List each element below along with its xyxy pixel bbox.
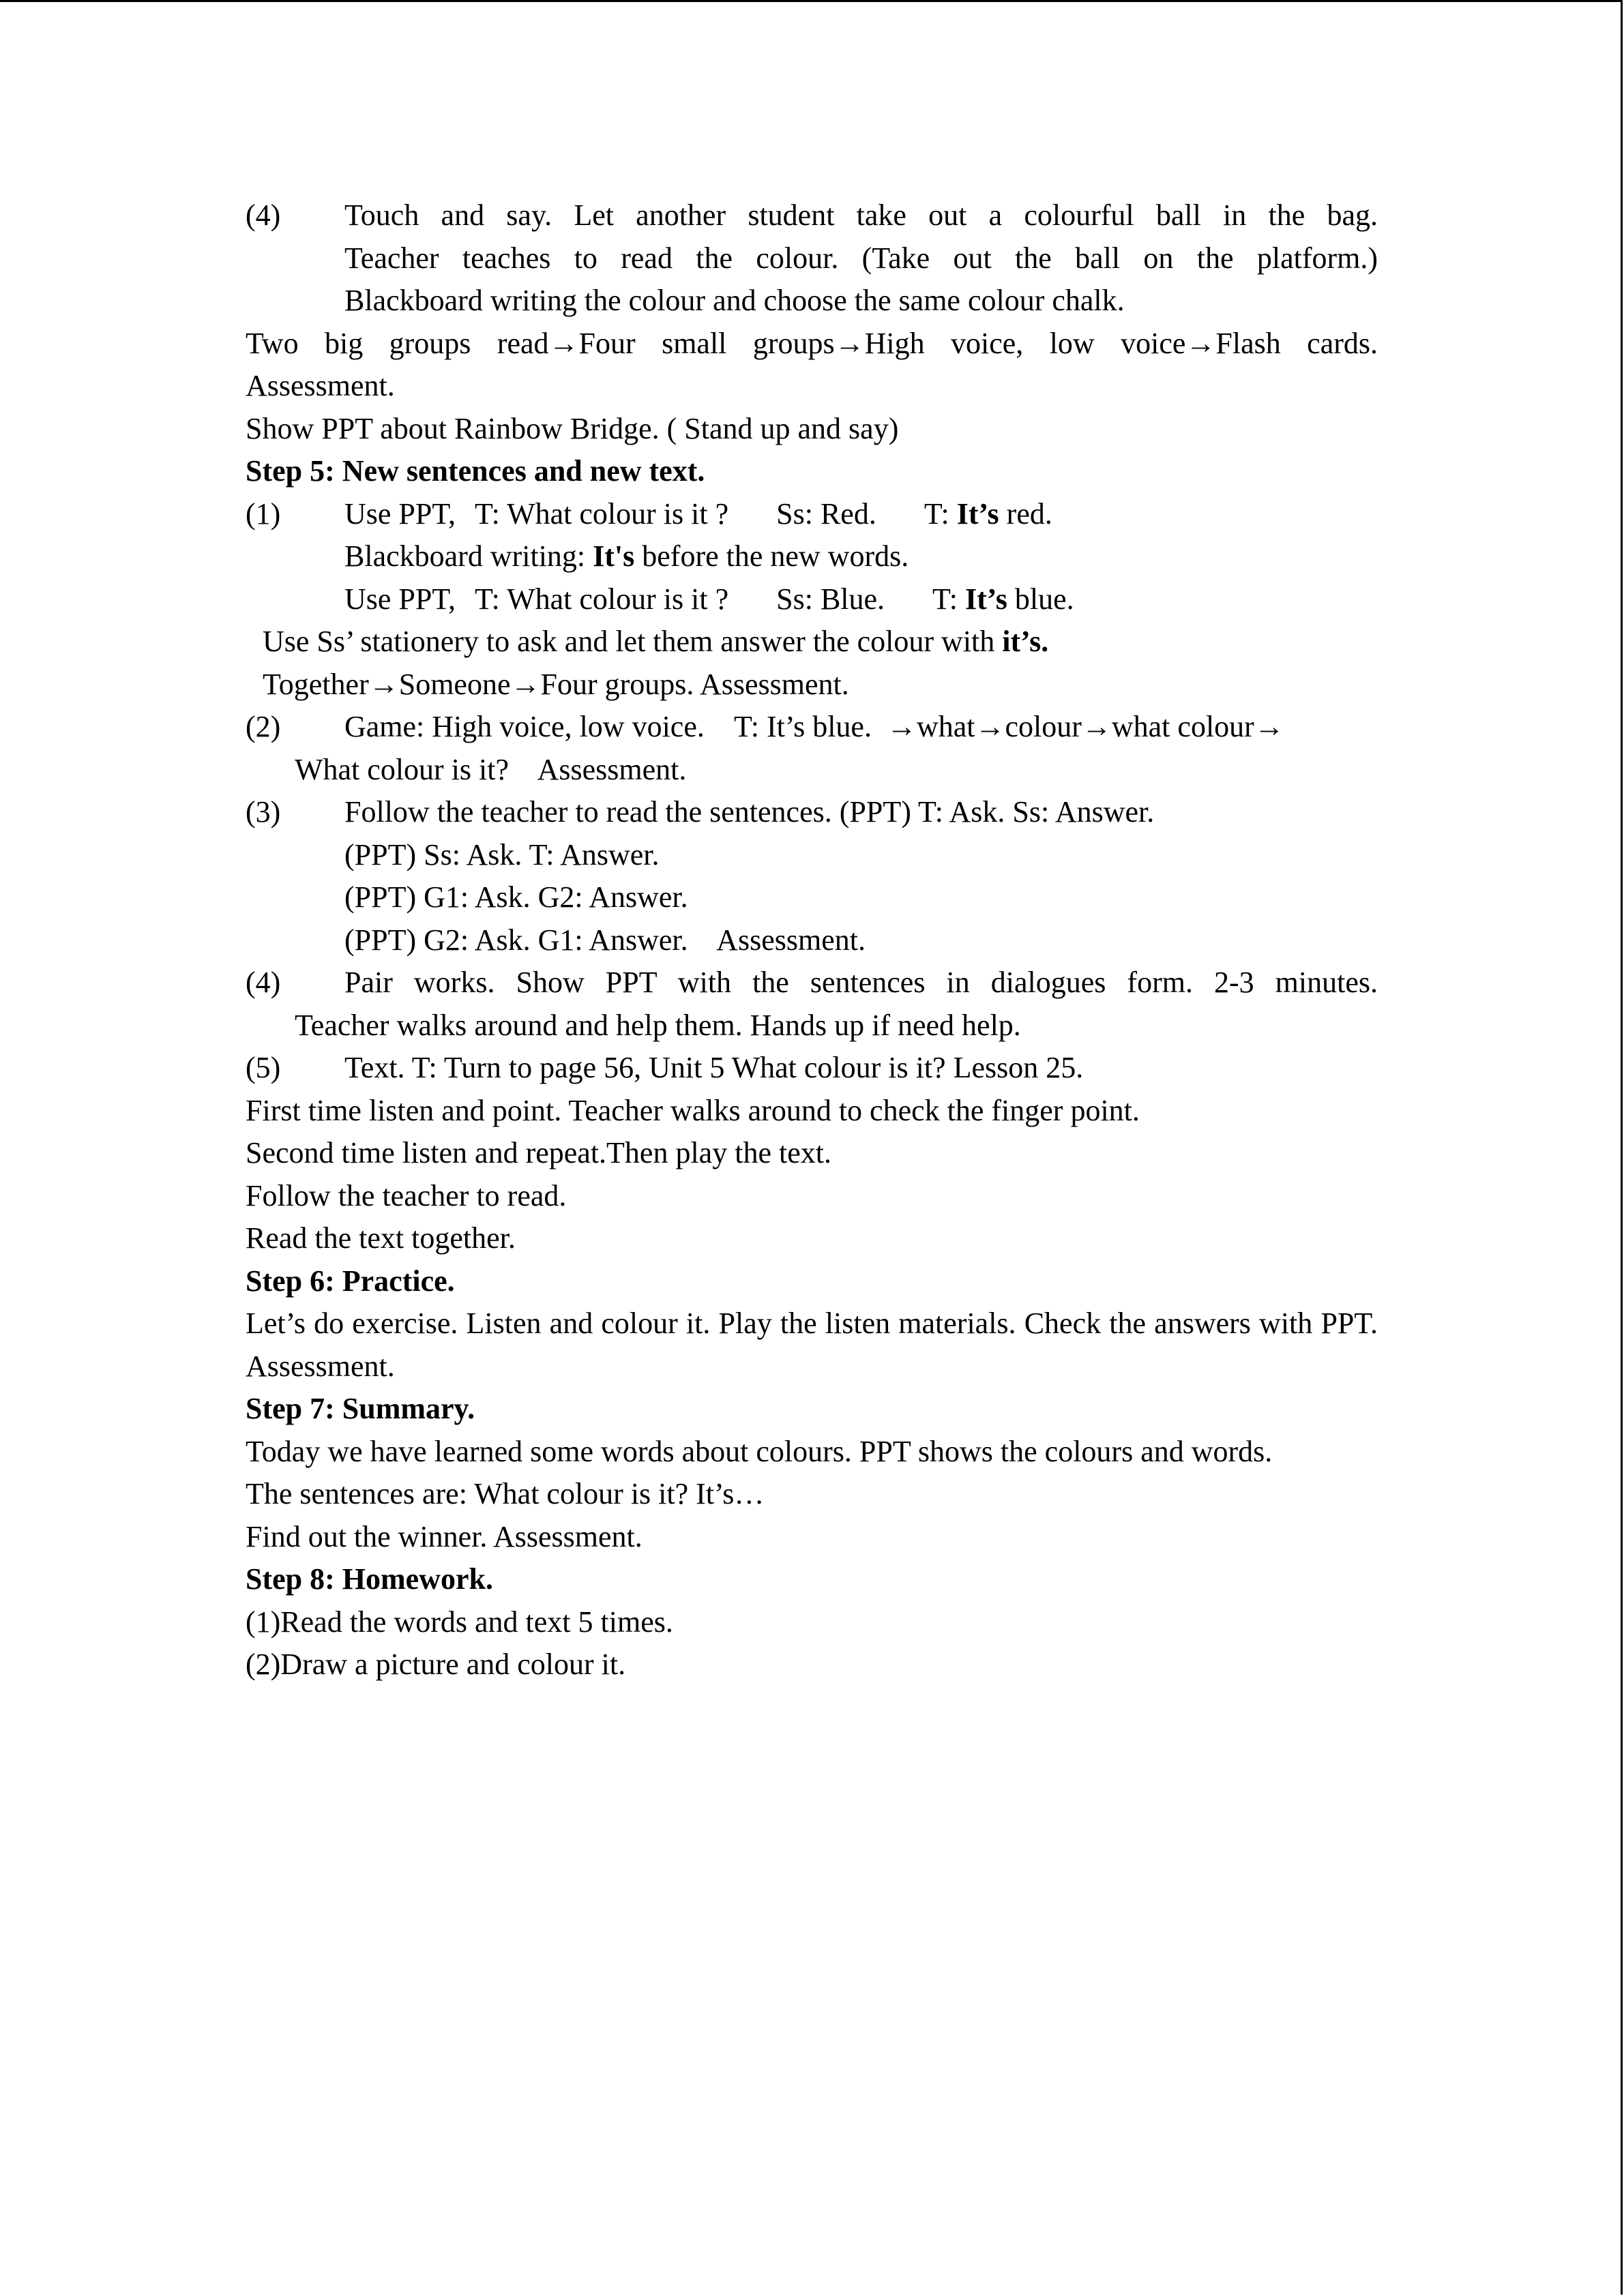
bold-run: It's — [593, 539, 635, 573]
use-ppt-blue-line — [246, 578, 1378, 621]
text-run: T: — [932, 582, 958, 616]
paragraph-line: Today we have learned some words about colours. PPT shows the colours and words. — [246, 1434, 1273, 1468]
text-run: Use Ss’ stationery to ask and let them answer the colour with — [263, 625, 995, 658]
step-8-heading — [246, 1558, 1378, 1601]
item-number: (5) — [246, 1051, 281, 1084]
paragraph-line: (PPT) Ss: Ask. T: Answer. — [344, 837, 660, 871]
text-run: Use PPT, — [344, 582, 456, 616]
text-run: T: What colour is it ? — [474, 582, 729, 616]
item-number: (2) — [246, 710, 281, 743]
paragraph-line: Teacher walks around and help them. Hands up if need help. — [295, 1008, 1021, 1042]
item-number: (1) — [246, 496, 281, 531]
step-5-heading — [246, 450, 1378, 493]
text-run: Ss: Red. — [776, 496, 876, 531]
item-text: Follow the teacher to read the sentences. (PPT) T: Ask. Ss: Answer. — [344, 795, 1155, 829]
paragraph-line: Second time listen and repeat.Then play the text. — [246, 1136, 831, 1169]
paragraph-line: Assessment. — [246, 369, 395, 402]
text-run: T: — [924, 496, 949, 531]
item-3-follow-teacher — [246, 791, 1378, 834]
heading-text: Step 8: Homework. — [246, 1562, 493, 1596]
paragraph-line: Find out the winner. Assessment. — [246, 1519, 643, 1553]
text-run: Use PPT, — [344, 496, 456, 531]
text-run: blue. — [1014, 582, 1074, 616]
item-text: Pair works. Show PPT with the sentences in dialogues form. 2-3 minutes. — [344, 966, 1378, 999]
item-text: Game: High voice, low voice. T: It’s blue. →what→colour→what colour→ — [344, 710, 1284, 743]
text-run: T: What colour is it ? — [474, 496, 729, 531]
text-run: Blackboard writing: — [344, 539, 586, 573]
item-5-text — [246, 1047, 1378, 1090]
paragraph-line: (PPT) G2: Ask. G1: Answer. Assessment. — [344, 923, 866, 957]
paragraph-line: What colour is it? Assessment. — [295, 752, 687, 786]
paragraph-line: The sentences are: What colour is it? It’s… — [246, 1477, 765, 1510]
text-run: Ss: Blue. — [776, 582, 885, 616]
item-4-pair-works — [246, 961, 1378, 1004]
bold-run: It’s — [964, 582, 1007, 616]
paragraph-line: (1)Read the words and text 5 times. — [246, 1605, 673, 1639]
paragraph-line: Read the text together. — [246, 1221, 516, 1255]
text-run: before the new words. — [642, 539, 909, 573]
paragraph-line: Two big groups read→Four small groups→High voice, low voice→Flash cards. — [246, 326, 1378, 360]
heading-text: Step 5: New sentences and new text. — [246, 454, 705, 488]
paragraph-line: First time listen and point. Teacher walks around to check the finger point. — [246, 1093, 1140, 1127]
item-number: (4) — [246, 966, 281, 999]
paragraph-line: Follow the teacher to read. — [246, 1178, 567, 1212]
heading-text: Step 6: Practice. — [246, 1264, 455, 1298]
stationery-line — [246, 621, 1378, 664]
paragraph-line: (PPT) G1: Ask. G2: Answer. — [344, 880, 688, 914]
paragraph: Let’s do exercise. Listen and colour it. Play the listen materials. Check the answers with PPT. Assessment. — [246, 1307, 1378, 1383]
document-body — [246, 194, 1378, 1686]
item-2-game — [246, 706, 1378, 749]
paragraph-line: Show PPT about Rainbow Bridge. ( Stand up and say) — [246, 411, 899, 445]
item-number: (4) — [246, 198, 281, 232]
bold-run: it’s. — [1002, 625, 1049, 658]
step-7-heading — [246, 1388, 1378, 1431]
step-6-heading — [246, 1260, 1378, 1303]
paragraph-line: Together→Someone→Four groups. Assessment. — [263, 667, 849, 701]
paragraph-line: Blackboard writing the colour and choose the same colour chalk. — [344, 284, 1125, 317]
item-text: Touch and say. Let another student take out a colourful ball in the bag. — [344, 198, 1378, 232]
item-4-touch-and-say — [246, 194, 1378, 237]
item-number: (3) — [246, 795, 281, 829]
item-text: Text. T: Turn to page 56, Unit 5 What colour is it? Lesson 25. — [344, 1051, 1084, 1084]
text-run: red. — [1006, 496, 1052, 531]
paragraph-line: Teacher teaches to read the colour. (Take out the ball on the platform.) — [344, 241, 1378, 275]
item-1-use-ppt-red — [246, 493, 1378, 536]
blackboard-writing-line — [246, 535, 1378, 578]
heading-text: Step 7: Summary. — [246, 1392, 475, 1425]
paragraph-line: (2)Draw a picture and colour it. — [246, 1648, 626, 1681]
bold-run: It’s — [956, 496, 999, 531]
